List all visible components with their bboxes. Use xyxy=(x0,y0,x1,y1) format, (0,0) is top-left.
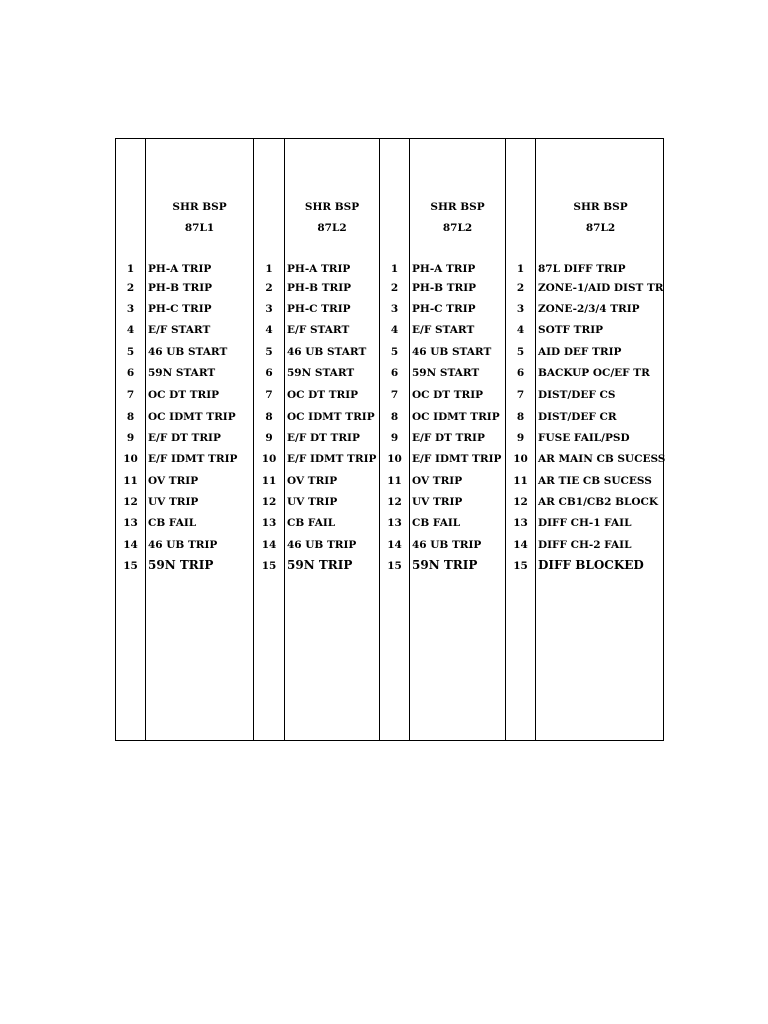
row-number: 15 xyxy=(123,560,138,572)
signal-label: 59N START xyxy=(148,367,216,379)
row-number: 11 xyxy=(261,475,277,487)
column-header-station: SHR BSP xyxy=(573,201,628,213)
row-number: 3 xyxy=(390,303,399,315)
row-number: 11 xyxy=(123,475,138,487)
column-header-station: SHR BSP xyxy=(430,201,485,213)
number-column xyxy=(116,139,146,740)
signal-label: E/F DT TRIP xyxy=(412,432,485,444)
signal-label: E/F IDMT TRIP xyxy=(287,453,377,465)
row-number: 11 xyxy=(513,475,528,487)
row-number: 7 xyxy=(390,389,399,401)
signal-label: 46 UB TRIP xyxy=(148,539,218,551)
row-number: 6 xyxy=(516,367,525,379)
signal-column xyxy=(146,139,254,740)
row-number: 2 xyxy=(126,282,135,294)
row-number: 1 xyxy=(126,263,135,275)
row-number: 10 xyxy=(123,453,138,465)
row-number: 4 xyxy=(516,324,525,336)
signal-label: OV TRIP xyxy=(287,475,338,487)
signal-label: 87L DIFF TRIP xyxy=(538,263,626,275)
signal-label: 59N START xyxy=(412,367,480,379)
signal-label: DIFF BLOCKED xyxy=(538,558,644,572)
row-number: 7 xyxy=(126,389,135,401)
signal-column xyxy=(285,139,380,740)
signal-label: PH-C TRIP xyxy=(148,303,212,315)
row-number: 1 xyxy=(390,263,399,275)
signal-label: OC DT TRIP xyxy=(412,389,484,401)
row-number: 5 xyxy=(265,346,273,358)
row-number: 8 xyxy=(516,411,525,423)
signal-label: 46 UB START xyxy=(148,346,228,358)
row-number: 7 xyxy=(265,389,273,401)
signal-label: CB FAIL xyxy=(412,517,461,529)
signal-label: ZONE-2/3/4 TRIP xyxy=(538,303,640,315)
signal-label: ZONE-1/AID DIST TR xyxy=(538,282,664,294)
signal-label: PH-B TRIP xyxy=(287,282,352,294)
signal-label: 59N TRIP xyxy=(412,558,478,572)
row-number: 14 xyxy=(387,539,402,551)
column-header-station: SHR BSP xyxy=(172,201,227,213)
signal-label: OC IDMT TRIP xyxy=(412,411,500,423)
row-number: 5 xyxy=(126,346,135,358)
row-number: 12 xyxy=(387,496,402,508)
signal-label: UV TRIP xyxy=(287,496,338,508)
row-number: 10 xyxy=(387,453,402,465)
number-column xyxy=(254,139,285,740)
row-number: 3 xyxy=(516,303,525,315)
column-header-relay: 87L1 xyxy=(184,222,215,234)
signal-label: PH-A TRIP xyxy=(412,263,476,275)
row-number: 7 xyxy=(516,389,525,401)
signal-label: 59N START xyxy=(287,367,355,379)
signal-label: DIST/DEF CR xyxy=(538,411,617,423)
row-number: 1 xyxy=(516,263,525,275)
signal-label: OV TRIP xyxy=(148,475,199,487)
row-number: 12 xyxy=(261,496,277,508)
row-number: 15 xyxy=(261,560,277,572)
row-number: 6 xyxy=(265,367,273,379)
row-number: 6 xyxy=(390,367,399,379)
row-number: 12 xyxy=(123,496,138,508)
row-number: 15 xyxy=(513,560,528,572)
signal-label: 46 UB START xyxy=(412,346,492,358)
row-number: 13 xyxy=(261,517,277,529)
signal-label: 46 UB TRIP xyxy=(412,539,482,551)
signal-label: PH-B TRIP xyxy=(148,282,213,294)
column-header-relay: 87L2 xyxy=(585,222,616,234)
signal-label: SOTF TRIP xyxy=(538,324,603,336)
row-number: 13 xyxy=(387,517,402,529)
signal-label: 59N TRIP xyxy=(148,558,214,572)
row-number: 13 xyxy=(513,517,528,529)
signal-label: E/F START xyxy=(287,324,350,336)
signal-label: E/F START xyxy=(148,324,211,336)
signal-label: FUSE FAIL/PSD xyxy=(538,432,630,444)
column-header-relay: 87L2 xyxy=(442,222,473,234)
signal-label: OC IDMT TRIP xyxy=(148,411,236,423)
row-number: 12 xyxy=(513,496,528,508)
row-number: 1 xyxy=(265,263,273,275)
row-number: 10 xyxy=(513,453,528,465)
signal-label: OC IDMT TRIP xyxy=(287,411,375,423)
signal-label: PH-A TRIP xyxy=(287,263,351,275)
signal-label: E/F IDMT TRIP xyxy=(148,453,238,465)
signal-label: PH-B TRIP xyxy=(412,282,477,294)
signal-label: 46 UB TRIP xyxy=(287,539,357,551)
signal-label: BACKUP OC/EF TR xyxy=(538,367,650,379)
row-number: 9 xyxy=(516,432,525,444)
row-number: 2 xyxy=(516,282,525,294)
signal-label: E/F START xyxy=(412,324,475,336)
row-number: 15 xyxy=(387,560,402,572)
row-number: 9 xyxy=(390,432,399,444)
signal-label: AR TIE CB SUCESS xyxy=(538,475,652,487)
row-number: 4 xyxy=(390,324,399,336)
column-header-relay: 87L2 xyxy=(317,222,347,234)
row-number: 3 xyxy=(126,303,135,315)
signal-label: PH-C TRIP xyxy=(287,303,351,315)
row-number: 14 xyxy=(261,539,277,551)
row-number: 8 xyxy=(390,411,399,423)
row-number: 11 xyxy=(387,475,402,487)
signal-label: CB FAIL xyxy=(287,517,336,529)
signal-label: DIFF CH-1 FAIL xyxy=(538,517,632,529)
signal-column xyxy=(536,139,665,740)
row-number: 5 xyxy=(390,346,399,358)
signal-label: OC DT TRIP xyxy=(287,389,359,401)
signal-label: E/F DT TRIP xyxy=(148,432,221,444)
signal-label: OV TRIP xyxy=(412,475,463,487)
signal-label: UV TRIP xyxy=(148,496,199,508)
row-number: 8 xyxy=(265,411,273,423)
signal-label: 46 UB START xyxy=(287,346,367,358)
signal-label: E/F IDMT TRIP xyxy=(412,453,502,465)
number-column xyxy=(506,139,536,740)
signal-label: CB FAIL xyxy=(148,517,197,529)
row-number: 3 xyxy=(265,303,273,315)
row-number: 4 xyxy=(265,324,273,336)
row-number: 14 xyxy=(123,539,138,551)
column-header-station: SHR BSP xyxy=(304,201,360,213)
row-number: 9 xyxy=(265,432,273,444)
signal-label: AR CB1/CB2 BLOCK xyxy=(538,496,658,508)
signal-label: UV TRIP xyxy=(412,496,463,508)
signal-label: DIST/DEF CS xyxy=(538,389,616,401)
row-number: 13 xyxy=(123,517,138,529)
row-number: 6 xyxy=(126,367,135,379)
row-number: 10 xyxy=(261,453,277,465)
signal-label: AR MAIN CB SUCESS xyxy=(538,453,666,465)
number-column xyxy=(380,139,410,740)
signal-label: PH-C TRIP xyxy=(412,303,476,315)
row-number: 2 xyxy=(265,282,273,294)
signal-label: DIFF CH-2 FAIL xyxy=(538,539,632,551)
row-number: 5 xyxy=(516,346,525,358)
signal-label: OC DT TRIP xyxy=(148,389,220,401)
signal-label: 59N TRIP xyxy=(287,558,353,572)
signal-column xyxy=(410,139,506,740)
signal-table xyxy=(115,138,664,741)
signal-label: AID DEF TRIP xyxy=(538,346,622,358)
row-number: 9 xyxy=(126,432,135,444)
row-number: 4 xyxy=(126,324,135,336)
signal-label: PH-A TRIP xyxy=(148,263,212,275)
signal-label: E/F DT TRIP xyxy=(287,432,360,444)
row-number: 2 xyxy=(390,282,399,294)
row-number: 8 xyxy=(126,411,135,423)
row-number: 14 xyxy=(513,539,528,551)
